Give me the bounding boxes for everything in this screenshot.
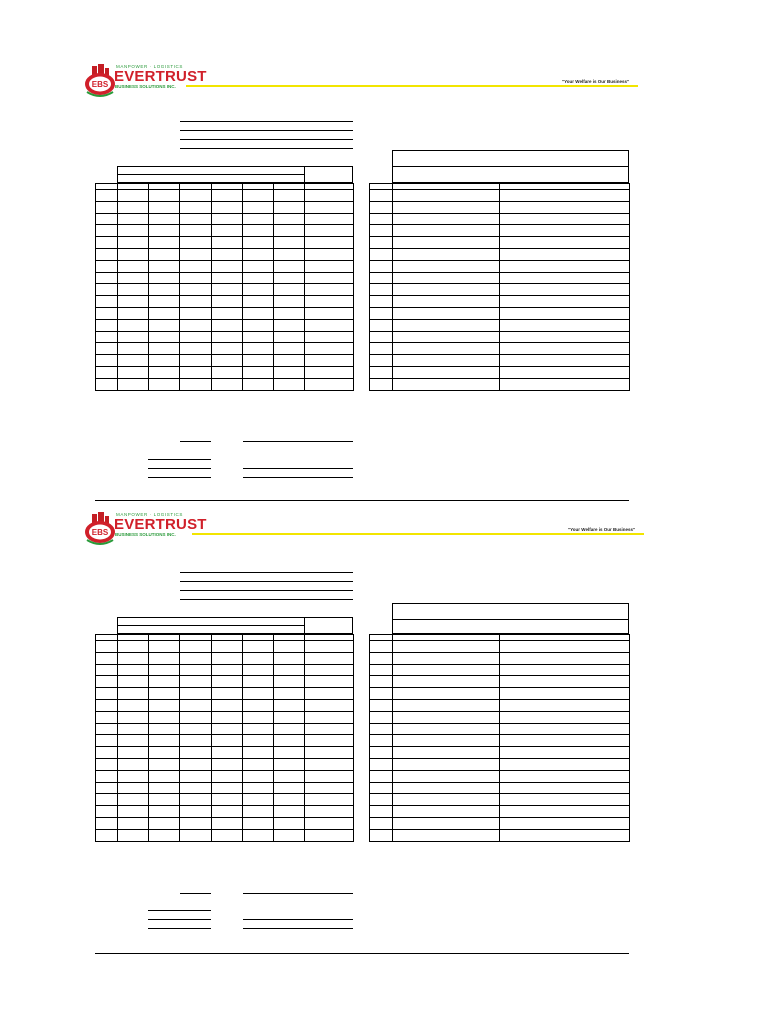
signature-table <box>369 634 630 842</box>
table-row <box>96 817 354 829</box>
info-line <box>180 130 353 131</box>
table-row <box>370 366 630 378</box>
table-row <box>370 272 630 284</box>
left-table-header-remarks <box>304 166 353 183</box>
table-row <box>370 711 630 723</box>
table-row <box>370 319 630 331</box>
table-row <box>96 343 354 355</box>
info-line <box>180 590 353 591</box>
table-row <box>370 652 630 664</box>
table-row <box>96 735 354 747</box>
signature-line <box>243 919 353 920</box>
company-name: EVERTRUST <box>114 516 207 533</box>
left-table-subheader-line <box>117 625 305 626</box>
table-row <box>96 758 354 770</box>
table-row <box>370 201 630 213</box>
table-row <box>370 355 630 367</box>
table-row <box>96 641 354 653</box>
table-row <box>370 782 630 794</box>
evertrust-emblem-icon <box>84 64 116 98</box>
company-name: EVERTRUST <box>114 68 207 85</box>
table-row <box>96 770 354 782</box>
table-row <box>370 735 630 747</box>
table-row <box>370 699 630 711</box>
table-row <box>96 652 354 664</box>
header-accent-line <box>192 533 644 535</box>
info-line <box>180 599 353 600</box>
table-row <box>370 723 630 735</box>
table-row <box>96 307 354 319</box>
table-row <box>370 817 630 829</box>
company-services: MANPOWER · LOGISTICS <box>116 512 184 517</box>
table-row <box>370 237 630 249</box>
evertrust-emblem-icon <box>84 512 116 546</box>
table-row <box>370 806 630 818</box>
company-logo <box>84 64 207 100</box>
total-line <box>180 893 211 894</box>
company-services: MANPOWER · LOGISTICS <box>116 64 184 69</box>
table-row <box>370 225 630 237</box>
table-row <box>96 260 354 272</box>
total-line <box>148 928 211 929</box>
table-row <box>96 248 354 260</box>
page-bottom-rule <box>95 953 629 954</box>
table-row <box>96 213 354 225</box>
table-row <box>370 213 630 225</box>
table-row <box>96 699 354 711</box>
table-row <box>370 641 630 653</box>
table-row <box>96 319 354 331</box>
table-row <box>96 284 354 296</box>
table-row <box>96 331 354 343</box>
table-row <box>96 676 354 688</box>
right-table-header-divider <box>392 166 629 167</box>
company-tagline: "Your Welfare is Our Business" <box>568 527 636 532</box>
table-row <box>96 664 354 676</box>
table-row <box>96 829 354 841</box>
total-line <box>148 910 211 911</box>
table-row <box>96 237 354 249</box>
table-row <box>370 688 630 700</box>
table-row <box>370 260 630 272</box>
table-row <box>370 676 630 688</box>
left-table-subheader-line <box>117 174 305 175</box>
table-row <box>96 782 354 794</box>
attendance-table <box>95 634 354 842</box>
table-row <box>96 688 354 700</box>
logo-initials: EBS <box>91 528 109 537</box>
info-line <box>180 139 353 140</box>
table-row <box>96 378 354 390</box>
table-row <box>370 794 630 806</box>
table-row <box>96 272 354 284</box>
info-line <box>180 572 353 573</box>
total-line <box>148 919 211 920</box>
table-row <box>370 296 630 308</box>
form-copy-2 <box>0 451 768 906</box>
signature-line <box>243 441 353 442</box>
attendance-table <box>95 183 354 391</box>
total-line <box>180 441 211 442</box>
table-row <box>96 225 354 237</box>
table-row <box>370 378 630 390</box>
left-table-header-remarks <box>304 617 353 634</box>
logo-initials: EBS <box>91 80 109 89</box>
table-row <box>370 758 630 770</box>
company-logo <box>84 512 207 548</box>
info-line <box>180 581 353 582</box>
table-row <box>370 190 630 202</box>
right-table-header-divider <box>392 619 629 620</box>
signature-line <box>243 928 353 929</box>
table-row <box>370 829 630 841</box>
table-row <box>370 248 630 260</box>
table-row <box>96 296 354 308</box>
table-row <box>96 747 354 759</box>
table-row <box>370 747 630 759</box>
form-copy-1 <box>0 0 768 455</box>
company-subtitle: BUSINESS SOLUTIONS INC. <box>115 532 176 537</box>
table-row <box>370 331 630 343</box>
table-row <box>96 806 354 818</box>
table-row <box>370 307 630 319</box>
table-row <box>96 190 354 202</box>
table-row <box>370 343 630 355</box>
table-row <box>370 664 630 676</box>
table-row <box>96 355 354 367</box>
table-row <box>370 284 630 296</box>
table-row <box>96 794 354 806</box>
signature-table <box>369 183 630 391</box>
company-tagline: "Your Welfare is Our Business" <box>562 79 630 84</box>
company-subtitle: BUSINESS SOLUTIONS INC. <box>115 84 176 89</box>
info-line <box>180 121 353 122</box>
header-accent-line <box>186 85 638 87</box>
table-row <box>96 723 354 735</box>
table-row <box>96 201 354 213</box>
table-row <box>96 366 354 378</box>
table-row <box>96 711 354 723</box>
table-row <box>370 770 630 782</box>
info-line <box>180 148 353 149</box>
signature-line <box>243 893 353 894</box>
